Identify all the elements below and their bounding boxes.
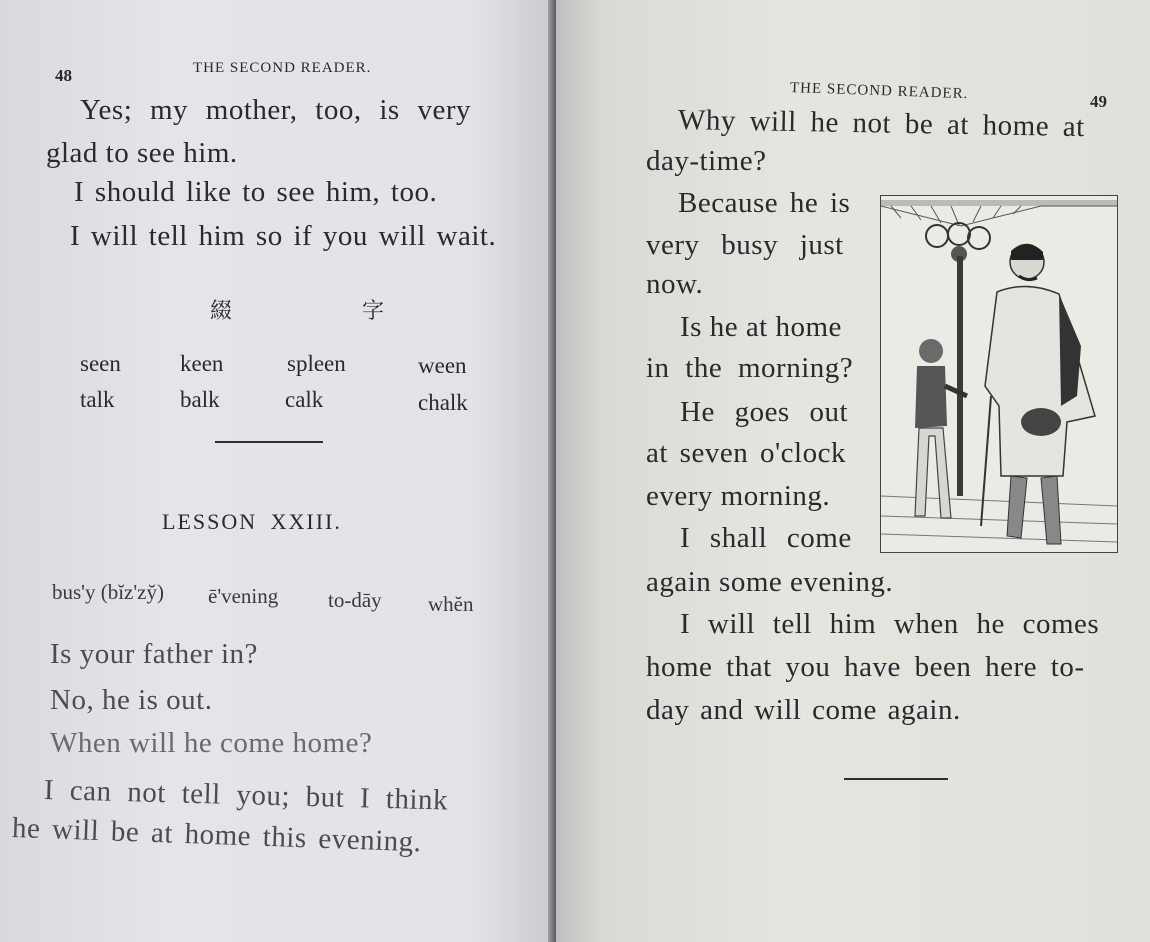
spelling-word: ween — [418, 353, 467, 378]
lesson-line: When will he come home? — [50, 727, 373, 759]
spelling-word: chalk — [418, 390, 468, 415]
text-line: He goes out — [680, 396, 849, 428]
running-head-right: THE SECOND READER. — [789, 80, 969, 103]
text-line: Why will he not be at home at — [677, 104, 1086, 144]
vocab-word: ē'vening — [208, 584, 279, 608]
section-divider — [844, 778, 948, 780]
text-line: I will tell him when he comes — [680, 608, 1100, 640]
section-divider — [215, 441, 323, 443]
man-figure — [981, 244, 1095, 544]
spelling-word: calk — [285, 387, 324, 412]
text-line: at seven o'clock — [646, 437, 846, 469]
lesson-line: Is your father in? — [50, 638, 258, 670]
engraving-illustration — [880, 195, 1118, 553]
page-number-right: 49 — [1090, 92, 1107, 111]
spelling-word: balk — [180, 387, 220, 412]
text-line: day-time? — [646, 145, 767, 177]
text-line: now. — [646, 268, 704, 300]
text-line: I shall come — [680, 522, 852, 554]
text-line: Yes; my mother, too, is very — [80, 94, 471, 126]
spelling-word: talk — [80, 387, 115, 412]
text-line: I should like to see him, too. — [74, 176, 438, 208]
text-line: I will tell him so if you will wait. — [70, 220, 497, 252]
lesson-line: he will be at home this evening. — [11, 812, 422, 859]
text-line: very busy just — [646, 229, 844, 261]
text-line: day and will come again. — [646, 694, 961, 726]
vocab-word: whĕn — [428, 592, 474, 616]
vocab-word: bus'y (bĭz'zy̆) — [52, 580, 164, 604]
left-page — [0, 0, 556, 942]
text-line: in the morning? — [646, 352, 854, 384]
text-line: Is he at home — [680, 311, 842, 343]
text-line: again some evening. — [646, 566, 894, 598]
running-head-left: THE SECOND READER. — [193, 60, 372, 76]
text-line: home that you have been here to- — [646, 651, 1085, 683]
spelling-word: keen — [180, 351, 224, 376]
lesson-title: LESSON XXIII. — [162, 509, 342, 534]
text-line: glad to see him. — [46, 137, 238, 169]
man-and-boy-engraving — [881, 196, 1117, 552]
vocab-word: to-dāy — [328, 588, 382, 612]
text-line: Because he is — [678, 187, 851, 219]
spelling-word: seen — [80, 351, 121, 376]
lesson-line: No, he is out. — [50, 684, 213, 716]
text-line: every morning. — [646, 480, 831, 512]
spelling-word: spleen — [287, 351, 346, 376]
lesson-line: I can not tell you; but I think — [43, 774, 449, 817]
page-number-left: 48 — [55, 66, 72, 85]
spelling-heading: 綴 字 — [210, 299, 439, 324]
